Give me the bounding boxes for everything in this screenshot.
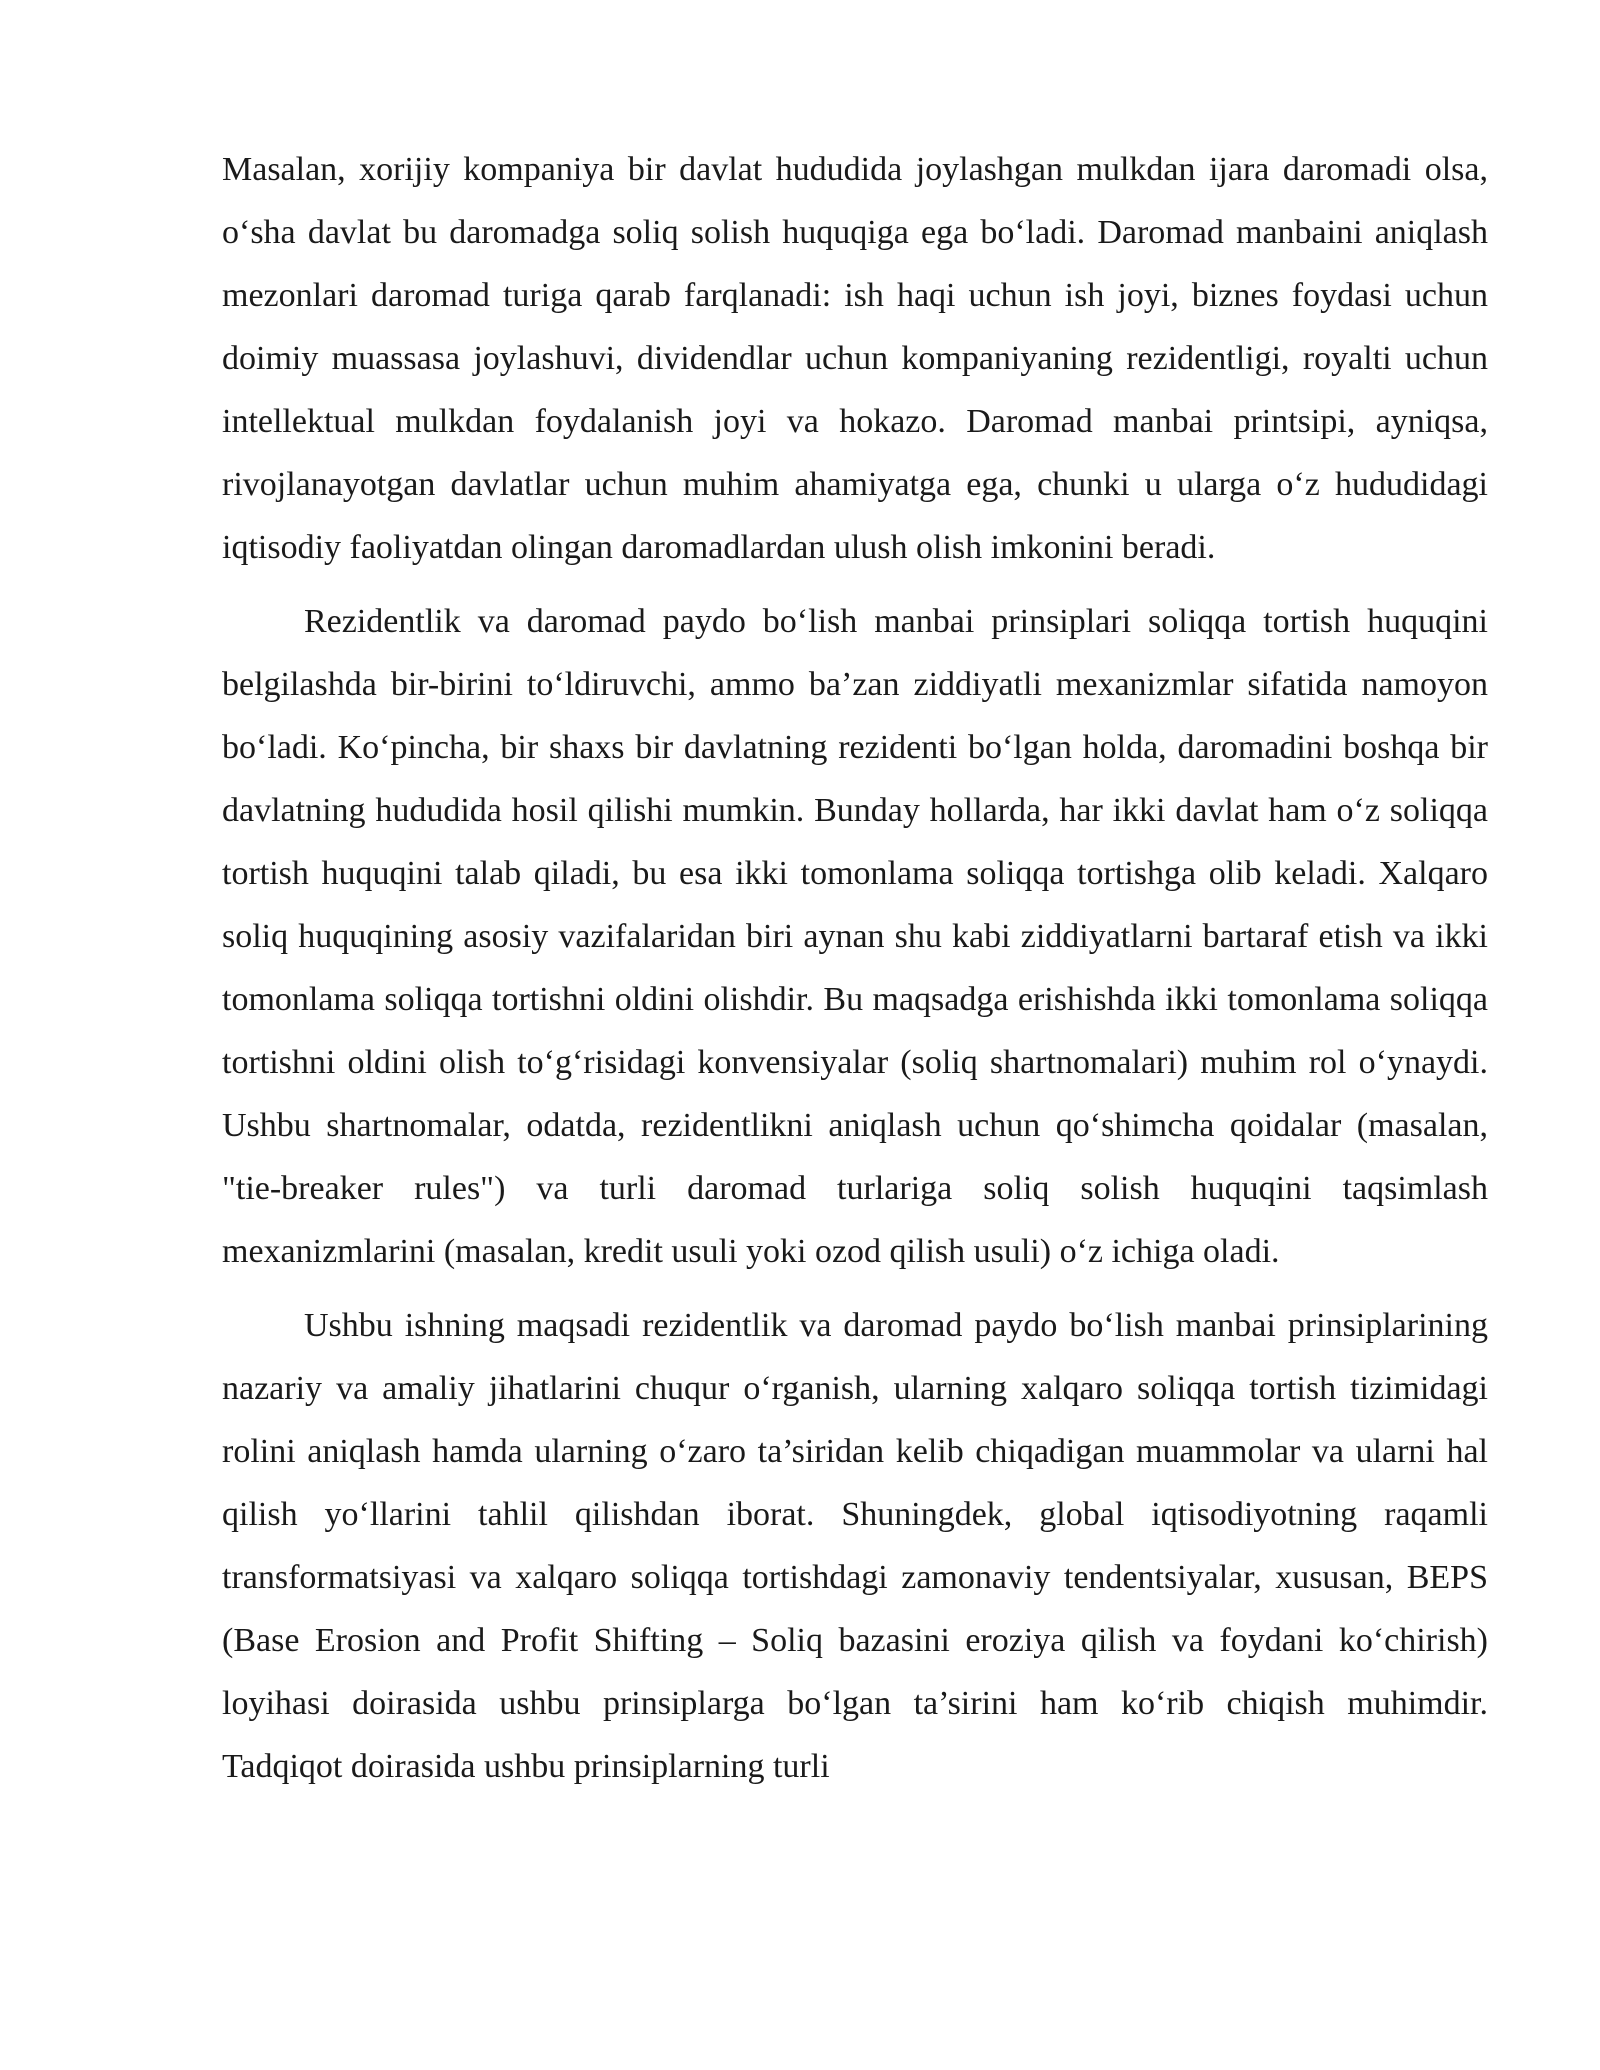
document-page bbox=[222, 138, 1488, 1809]
paragraph-3: Ushbu ishning maqsadi rezidentlik va daromad paydo bo‘lish manbai prinsiplarining nazariy va amaliy jihatlarini chuqur o‘rganish, ularning xalqaro soliqqa tortish tizimidagi rolini aniqlash hamda ularning o‘zaro ta’siridan kelib chiqadigan muammolar va ularni hal qilish yo‘llarini tahlil qilishdan iborat. Shuningdek, global iqtisodiyotning raqamli transformatsiyasi va xalqaro soliqqa tortishdagi zamonaviy tendentsiyalar, xususan, BEPS (Base Erosion and Profit Shifting – Soliq bazasini eroziya qilish va foydani ko‘chirish) loyihasi doirasida ushbu prinsiplarga bo‘lgan ta’sirini ham ko‘rib chiqish muhimdir. Tadqiqot doirasida ushbu prinsiplarning turli bbox=[222, 1307, 1488, 1785]
paragraph-1: Masalan, xorijiy kompaniya bir davlat hududida joylashgan mulkdan ijara daromadi olsa, o‘sha davlat bu daromadga soliq solish huquqiga ega bo‘ladi. Daromad manbaini aniqlash mezonlari daromad turiga qarab farqlanadi: ish haqi uchun ish joyi, biznes foydasi uchun doimiy muassasa joylashuvi, dividendlar uchun kompaniyaning rezidentligi, royalti uchun intellektual mulkdan foydalanish joyi va hokazo. Daromad manbai printsipi, ayniqsa, rivojlanayotgan davlatlar uchun muhim ahamiyatga ega, chunki u ularga o‘z hududidagi iqtisodiy faoliyatdan olingan daromadlardan ulush olish imkonini beradi. bbox=[222, 151, 1488, 566]
paragraph-2: Rezidentlik va daromad paydo bo‘lish manbai prinsiplari soliqqa tortish huquqini belgilashda bir-birini to‘ldiruvchi, ammo ba’zan ziddiyatli mexanizmlar sifatida namoyon bo‘ladi. Ko‘pincha, bir shaxs bir davlatning rezidenti bo‘lgan holda, daromadini boshqa bir davlatning hududida hosil qilishi mumkin. Bunday hollarda, har ikki davlat ham o‘z soliqqa tortish huquqini talab qiladi, bu esa ikki tomonlama soliqqa tortishga olib keladi. Xalqaro soliq huquqining asosiy vazifalaridan biri aynan shu kabi ziddiyatlarni bartaraf etish va ikki tomonlama soliqqa tortishni oldini olishdir. Bu maqsadga erishishda ikki tomonlama soliqqa tortishni oldini olish to‘g‘risidagi konvensiyalar (soliq shartnomalari) muhim rol o‘ynaydi. Ushbu shartnomalar, odatda, rezidentlikni aniqlash uchun qo‘shimcha qoidalar (masalan, "tie-breaker rules") va turli daromad turlariga soliq solish huquqini taqsimlash mexanizmlarini (masalan, kredit usuli yoki ozod qilish usuli) o‘z ichiga oladi. bbox=[222, 603, 1488, 1270]
